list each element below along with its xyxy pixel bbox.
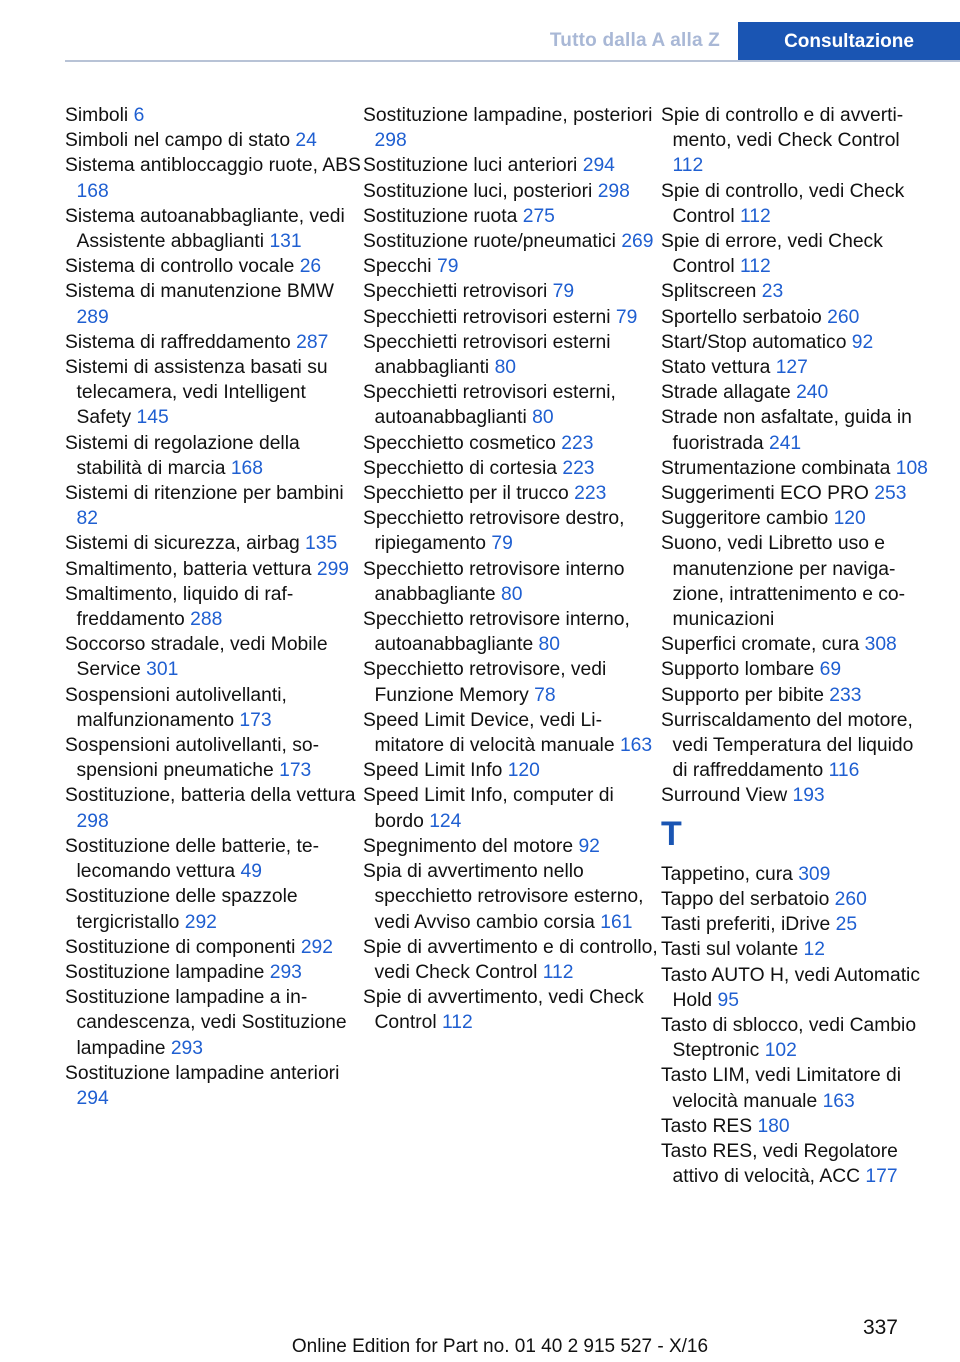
index-entry bbox=[65, 330, 363, 355]
index-page-link[interactable]: 69 bbox=[819, 659, 842, 681]
index-entry-text: Surriscaldamento del motore, vedi Temperatura del liquido di raffreddamento bbox=[661, 709, 914, 782]
index-page-link[interactable]: 127 bbox=[775, 357, 808, 379]
index-entry bbox=[661, 506, 933, 531]
index-entry bbox=[65, 683, 363, 733]
index-entry-text: Specchi bbox=[363, 256, 432, 278]
index-entry-text: Specchietto di cortesia bbox=[363, 457, 557, 479]
index-entry bbox=[661, 963, 933, 1013]
index-entry-text: Spegnimento del motore bbox=[363, 835, 574, 857]
index-page-link[interactable]: 163 bbox=[619, 735, 653, 757]
index-page-link[interactable]: 92 bbox=[578, 835, 600, 857]
index-entry bbox=[363, 859, 661, 935]
index-entry-text: Sistema di controllo vocale bbox=[65, 256, 295, 278]
index-entry-text: Sostituzione ruote/pneumatici bbox=[363, 231, 616, 253]
index-page-link[interactable]: 269 bbox=[621, 231, 654, 253]
index-columns bbox=[65, 103, 935, 1189]
index-entry bbox=[363, 481, 661, 506]
index-entry-text: Sostituzione lampadine anteriori bbox=[65, 1062, 340, 1084]
header-rule bbox=[65, 60, 960, 62]
index-entry bbox=[661, 912, 933, 937]
index-entry bbox=[363, 456, 661, 481]
index-entry bbox=[661, 179, 933, 229]
index-entry-text: Sistema autoanabbagliante, vedi Assistente abbaglianti bbox=[65, 205, 345, 253]
index-page-link[interactable]: 120 bbox=[507, 760, 540, 782]
index-page-link[interactable]: 294 bbox=[582, 155, 615, 177]
index-entry-text: Specchietti retrovisori bbox=[363, 281, 548, 303]
index-entry bbox=[661, 683, 933, 708]
index-entry-text: Speed Limit Device, vedi Limitatore di velocità manuale bbox=[363, 709, 615, 757]
index-page-link[interactable]: 79 bbox=[552, 281, 575, 303]
index-entry-text: Sostituzione delle spazzole tergicristallo bbox=[65, 886, 298, 933]
index-entry-text: Suono, vedi Libretto uso e manutenzione per navigazione, intrattenimento e comunicazioni bbox=[661, 533, 906, 631]
index-entry-text: Smaltimento, batteria vettura bbox=[65, 558, 312, 580]
index-entry bbox=[661, 456, 933, 481]
index-page-link[interactable]: 131 bbox=[269, 231, 302, 253]
index-page-link[interactable]: 124 bbox=[429, 810, 462, 832]
index-entry-text: Suggerimenti ECO PRO bbox=[661, 483, 869, 505]
index-page-link[interactable]: 6 bbox=[133, 105, 145, 126]
index-entry bbox=[65, 204, 363, 254]
index-entry-text: Sistemi di ritenzione per bambini bbox=[65, 483, 344, 505]
index-page-link[interactable]: 80 bbox=[494, 357, 517, 379]
index-entry bbox=[65, 733, 363, 783]
index-page-link[interactable]: 12 bbox=[803, 939, 825, 961]
index-entry bbox=[661, 330, 933, 355]
index-entry bbox=[363, 204, 661, 229]
index-entry-text: Sostituzione luci anteriori bbox=[363, 155, 578, 177]
index-page-link[interactable]: 287 bbox=[296, 331, 329, 353]
index-entry-text: Specchietto retrovisore interno, autoanabbagliante bbox=[363, 609, 630, 656]
index-entry-text: Sistema di manutenzione BMW bbox=[65, 281, 334, 303]
index-page-link[interactable]: 173 bbox=[279, 760, 312, 782]
index-page-link[interactable]: 112 bbox=[442, 1012, 473, 1034]
index-page-link[interactable]: 293 bbox=[269, 961, 302, 983]
index-entry bbox=[65, 834, 363, 884]
index-entry-text: Specchietto retrovisore, vedi Funzione Memory bbox=[363, 659, 607, 706]
index-page-link[interactable]: 223 bbox=[561, 432, 594, 454]
index-entry bbox=[65, 1061, 363, 1111]
index-entry-text: Soccorso stradale, vedi Mobile Service bbox=[65, 634, 328, 681]
index-entry-text: Specchietti retrovisori esterni anabbaglianti bbox=[363, 331, 611, 379]
index-page-link[interactable]: 80 bbox=[501, 583, 523, 605]
index-entry-text: Sistema antibloccaggio ruote, ABS bbox=[65, 155, 361, 177]
index-page-link[interactable]: 102 bbox=[764, 1040, 797, 1062]
index-entry bbox=[363, 935, 661, 985]
index-entry bbox=[363, 330, 661, 380]
index-entry-text: Suggeritore cambio bbox=[661, 508, 829, 530]
index-entry bbox=[661, 279, 933, 304]
index-entry bbox=[661, 708, 933, 784]
index-entry-text: Smaltimento, liquido di raffreddamento bbox=[65, 583, 294, 631]
index-page-link[interactable]: 240 bbox=[796, 382, 829, 404]
index-entry bbox=[363, 607, 661, 657]
index-page-link[interactable]: 23 bbox=[761, 281, 784, 303]
index-entry bbox=[65, 254, 363, 279]
index-page-link[interactable]: 116 bbox=[828, 760, 860, 782]
index-entry-text: Specchietto retrovisore interno anabbagliante bbox=[363, 558, 625, 605]
index-page-link[interactable]: 223 bbox=[574, 483, 607, 505]
index-entry bbox=[65, 431, 363, 481]
index-entry bbox=[363, 305, 661, 330]
index-entry-text: Specchietto per il trucco bbox=[363, 483, 569, 505]
index-page-link[interactable]: 223 bbox=[562, 457, 595, 479]
index-entry-text: Tasto RES, vedi Regolatore attivo di velocità, ACC bbox=[661, 1140, 898, 1188]
index-entry bbox=[65, 985, 363, 1061]
index-entry bbox=[363, 985, 661, 1035]
index-page-link[interactable]: 112 bbox=[740, 256, 771, 278]
index-entry-text: Tasto di sblocco, vedi Cambio Steptronic bbox=[661, 1014, 917, 1062]
index-page-link[interactable]: 289 bbox=[76, 306, 109, 328]
index-entry-text: Sostituzione lampadine, posteriori bbox=[363, 105, 653, 126]
index-entry bbox=[363, 279, 661, 304]
index-entry bbox=[65, 783, 363, 833]
index-entry-text: Sostituzione luci, posteriori bbox=[363, 180, 593, 202]
index-entry bbox=[65, 960, 363, 985]
index-entry-text: Sostituzione lampadine a incandescenza, vedi Sostituzione lampadine bbox=[65, 987, 347, 1059]
index-page-link[interactable]: 293 bbox=[170, 1037, 203, 1059]
index-entry bbox=[661, 887, 933, 912]
index-entry-text: Sportello serbatoio bbox=[661, 306, 822, 328]
index-entry bbox=[661, 657, 933, 682]
index-entry bbox=[363, 380, 661, 430]
index-page-link[interactable]: 168 bbox=[230, 457, 263, 479]
footer-edition-text: Online Edition for Part no. 01 40 2 915 527 - X/16 bbox=[291, 1336, 709, 1357]
index-entry-text: Tasto LIM, vedi Limitatore di velocità manuale bbox=[661, 1065, 902, 1112]
index-page-link[interactable]: 92 bbox=[851, 331, 874, 353]
index-entry-text: Tasto RES bbox=[661, 1115, 753, 1137]
index-entry-text: Sospensioni autolivellanti, sospensioni pneumatiche bbox=[65, 735, 320, 782]
breadcrumb: Tutto dalla A alla Z bbox=[549, 30, 720, 51]
index-entry bbox=[363, 431, 661, 456]
index-page-link[interactable]: 82 bbox=[76, 508, 98, 530]
index-entry-text: Sospensioni autolivellanti, malfunzionamento bbox=[65, 684, 287, 731]
index-entry bbox=[363, 153, 661, 178]
index-page-link[interactable]: 298 bbox=[76, 810, 109, 832]
index-page-link[interactable]: 135 bbox=[305, 533, 338, 555]
index-entry-text: Tasto AUTO H, vedi Automatic Hold bbox=[661, 964, 920, 1011]
index-page-link[interactable]: 25 bbox=[835, 914, 858, 936]
index-entry bbox=[363, 103, 661, 153]
index-page-link[interactable]: 173 bbox=[239, 709, 272, 731]
index-entry bbox=[65, 279, 363, 329]
index-page-link[interactable]: 309 bbox=[798, 863, 831, 885]
index-page-link[interactable]: 298 bbox=[374, 130, 407, 152]
index-entry-text: Tappetino, cura bbox=[661, 863, 793, 885]
index-entry bbox=[661, 229, 933, 279]
index-page-link[interactable]: 163 bbox=[822, 1090, 855, 1112]
index-page-link[interactable]: 298 bbox=[597, 180, 630, 202]
index-entry-text: Tasti preferiti, iDrive bbox=[661, 914, 831, 936]
index-entry bbox=[363, 557, 661, 607]
index-page-link[interactable]: 168 bbox=[76, 180, 109, 202]
index-entry bbox=[661, 305, 933, 330]
index-entry bbox=[661, 355, 933, 380]
index-entry-text: Sistemi di assistenza basati su telecamera, vedi Intelligent Safety bbox=[65, 357, 328, 429]
index-page-link[interactable]: 79 bbox=[436, 256, 459, 278]
index-entry-text: Supporto per bibite bbox=[661, 684, 824, 706]
index-page-link[interactable]: 180 bbox=[757, 1115, 790, 1137]
index-page-link[interactable]: 260 bbox=[834, 888, 867, 910]
index-entry bbox=[661, 1139, 933, 1189]
index-column-1 bbox=[65, 103, 363, 1189]
index-entry-text: Sostituzione delle batterie, telecomando vettura bbox=[65, 835, 320, 883]
index-entry bbox=[661, 862, 933, 887]
index-page-link[interactable]: 275 bbox=[522, 205, 555, 227]
index-page-link[interactable]: 80 bbox=[538, 634, 560, 656]
index-entry bbox=[363, 758, 661, 783]
index-page-link[interactable]: 161 bbox=[600, 911, 633, 933]
index-entry bbox=[65, 481, 363, 531]
index-entry bbox=[661, 103, 933, 179]
index-entry bbox=[363, 506, 661, 556]
index-page-link[interactable]: 292 bbox=[184, 911, 217, 933]
index-entry-text: Stato vettura bbox=[661, 357, 771, 379]
index-page-link[interactable]: 288 bbox=[190, 609, 223, 631]
index-entry-text: Speed Limit Info, computer di bordo bbox=[363, 785, 614, 832]
index-entry bbox=[661, 481, 933, 506]
index-entry bbox=[661, 632, 933, 657]
index-entry bbox=[65, 884, 363, 934]
index-entry-text: Surround View bbox=[661, 785, 788, 807]
index-page-link[interactable]: 79 bbox=[615, 306, 638, 328]
index-entry-text: Supporto lombare bbox=[661, 659, 815, 681]
index-page-link[interactable]: 95 bbox=[717, 989, 739, 1011]
index-column-2 bbox=[363, 103, 661, 1189]
index-page-link[interactable]: 80 bbox=[532, 407, 554, 429]
index-page-link[interactable]: 177 bbox=[865, 1166, 898, 1188]
index-entry bbox=[363, 657, 661, 707]
index-page-link[interactable]: 292 bbox=[300, 936, 333, 958]
index-entry bbox=[363, 708, 661, 758]
index-entry bbox=[65, 582, 363, 632]
index-page-link[interactable]: 49 bbox=[240, 861, 262, 883]
index-entry-text: Superfici cromate, cura bbox=[661, 634, 860, 656]
index-entry bbox=[65, 531, 363, 556]
index-entry-text: Specchietti retrovisori esterni bbox=[363, 306, 611, 328]
section-tab: Consultazione bbox=[738, 22, 960, 62]
page-number: 337 bbox=[862, 1316, 898, 1339]
index-entry-text: Tasti sul volante bbox=[661, 939, 799, 961]
index-entry bbox=[661, 1063, 933, 1113]
index-entry-text: Simboli bbox=[65, 105, 129, 126]
index-entry-text: Sostituzione ruota bbox=[363, 205, 518, 227]
page-header bbox=[65, 22, 960, 62]
index-page-link[interactable]: 79 bbox=[491, 533, 513, 555]
index-entry-text: Spie di avvertimento, vedi Check Control bbox=[363, 987, 644, 1034]
index-entry-text: Specchietto cosmetico bbox=[363, 432, 556, 454]
index-entry bbox=[363, 783, 661, 833]
index-entry-text: Sistemi di regolazione della stabilità di marcia bbox=[65, 432, 300, 479]
index-entry-text: Sostituzione, batteria della vettura bbox=[65, 785, 356, 807]
index-page-link[interactable]: 145 bbox=[136, 407, 169, 429]
index-entry-text: Specchietti retrovisori esterni, autoanabbaglianti bbox=[363, 382, 616, 429]
index-page-link[interactable]: 112 bbox=[542, 961, 574, 983]
index-entry bbox=[661, 531, 933, 632]
index-page-link[interactable]: 26 bbox=[299, 256, 322, 278]
index-entry bbox=[65, 355, 363, 431]
index-entry-text: Simboli nel campo di stato bbox=[65, 130, 291, 152]
footer-edition bbox=[0, 1336, 960, 1358]
index-entry-text: Spie di errore, vedi Check Control bbox=[661, 231, 883, 278]
index-entry-text: Tappo del serbatoio bbox=[661, 888, 830, 910]
index-entry bbox=[661, 937, 933, 962]
index-page-link[interactable]: 233 bbox=[829, 684, 862, 706]
index-section-letter: T bbox=[661, 814, 682, 853]
index-entry-text: Sostituzione lampadine bbox=[65, 961, 265, 983]
index-entry bbox=[661, 1013, 933, 1063]
index-entry bbox=[363, 229, 661, 254]
index-page-link[interactable]: 308 bbox=[864, 634, 897, 656]
index-entry-text: Sostituzione di componenti bbox=[65, 936, 296, 958]
index-entry bbox=[65, 103, 363, 128]
index-entry-text: Sistemi di sicurezza, airbag bbox=[65, 533, 300, 555]
index-entry-text: Spia di avvertimento nello specchietto retrovisore esterno, vedi Avviso cambio corsia bbox=[363, 861, 644, 933]
index-entry bbox=[363, 254, 661, 279]
index-entry bbox=[661, 1114, 933, 1139]
index-page-link[interactable]: 241 bbox=[768, 432, 802, 454]
index-entry bbox=[661, 380, 933, 405]
index-entry-text: Start/Stop automatico bbox=[661, 331, 847, 353]
index-page-link[interactable]: 294 bbox=[76, 1087, 109, 1109]
index-column-3 bbox=[661, 103, 933, 1189]
index-entry-text: Specchietto retrovisore destro, ripiegamento bbox=[363, 508, 625, 555]
index-entry-text: Strumentazione combinata bbox=[661, 457, 891, 479]
index-entry bbox=[661, 405, 933, 455]
index-entry-text: Sistema di raffreddamento bbox=[65, 331, 291, 353]
index-page-link[interactable]: 112 bbox=[672, 155, 704, 177]
index-page-link[interactable]: 108 bbox=[895, 457, 928, 479]
index-entry bbox=[65, 128, 363, 153]
index-page-link[interactable]: 24 bbox=[295, 130, 317, 152]
index-page-link[interactable]: 112 bbox=[740, 205, 771, 227]
index-entry-text: Speed Limit Info bbox=[363, 760, 503, 782]
index-entry bbox=[363, 834, 661, 859]
index-page-link[interactable]: 120 bbox=[833, 508, 866, 530]
index-page-link[interactable]: 299 bbox=[316, 558, 350, 580]
index-entry bbox=[363, 179, 661, 204]
index-page-link[interactable]: 301 bbox=[146, 659, 179, 681]
index-entry-text: Splitscreen bbox=[661, 281, 757, 303]
index-entry bbox=[65, 557, 363, 582]
index-page-link[interactable]: 253 bbox=[874, 483, 907, 505]
index-entry bbox=[65, 632, 363, 682]
index-page-link[interactable]: 78 bbox=[534, 684, 556, 706]
index-entry-text: Spie di controllo, vedi Check Control bbox=[661, 180, 905, 227]
index-entry-text: Strade non asfaltate, guida in fuoristrada bbox=[661, 407, 912, 454]
index-entry-text: Strade allagate bbox=[661, 382, 791, 404]
index-entry-text: Spie di controllo e di avvertimento, vedi Check Control bbox=[661, 105, 904, 152]
index-entry bbox=[661, 783, 933, 808]
index-page-link[interactable]: 260 bbox=[827, 306, 860, 328]
index-page-link[interactable]: 193 bbox=[792, 785, 825, 807]
index-entry-text: Spie di avvertimento e di controllo, vedi Check Control bbox=[363, 936, 658, 983]
index-entry bbox=[65, 153, 363, 203]
index-entry bbox=[65, 935, 363, 960]
